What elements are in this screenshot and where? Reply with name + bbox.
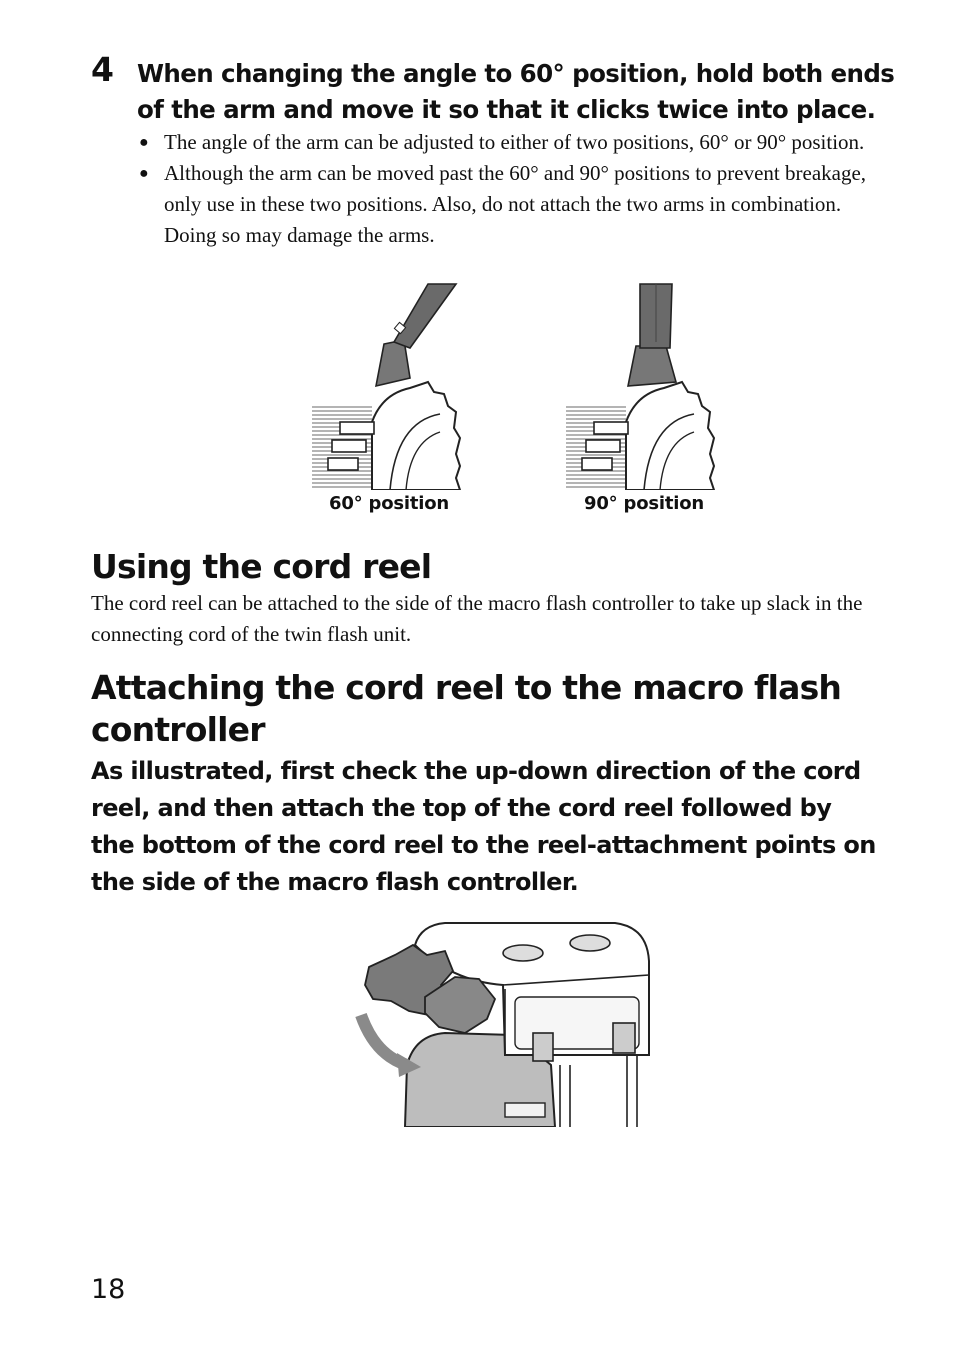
section-body-cord-reel: The cord reel can be attached to the side of the macro flash controller to take up slack in the connecting cord of the twin flash unit. (91, 591, 863, 646)
step-number: 4 (91, 50, 114, 89)
caption-60-position: 60° position (329, 493, 450, 514)
bullet-icon: ● (139, 165, 149, 182)
bullet-item (137, 127, 897, 158)
arm-angle-illustration (310, 282, 730, 490)
section-title-attach-line2: controller (91, 710, 265, 749)
bullet-item (137, 158, 897, 251)
page-number: 18 (91, 1274, 126, 1305)
section-title-cord-reel: Using the cord reel (91, 547, 432, 586)
section-title-attach-line1: Attaching the cord reel to the macro flash (91, 668, 842, 707)
step-heading: When changing the angle to 60° position, hold both ends of the arm and move it so that it clicks twice into place. (137, 59, 895, 124)
cord-reel-attachment-illustration (355, 915, 665, 1127)
bullet-icon: ● (139, 134, 149, 151)
arm-90-degree-drawing (566, 284, 714, 490)
step-bullet-list (137, 127, 897, 251)
attach-instruction: As illustrated, first check the up-down direction of the cord reel, and then attach the top of the cord reel followed by the bottom of the cord reel to the reel-attachment points on the side of the macro flash controller. (91, 757, 876, 896)
bullet-text: Although the arm can be moved past the 60° and 90° positions to prevent breakage, only use in these two positions. Also, do not attach the two arms in combination. Doing so may damage the arms. (164, 161, 867, 247)
bullet-text: The angle of the arm can be adjusted to either of two positions, 60° or 90° position. (164, 130, 865, 154)
caption-90-position: 90° position (584, 493, 705, 514)
arm-60-degree-drawing (312, 284, 460, 490)
